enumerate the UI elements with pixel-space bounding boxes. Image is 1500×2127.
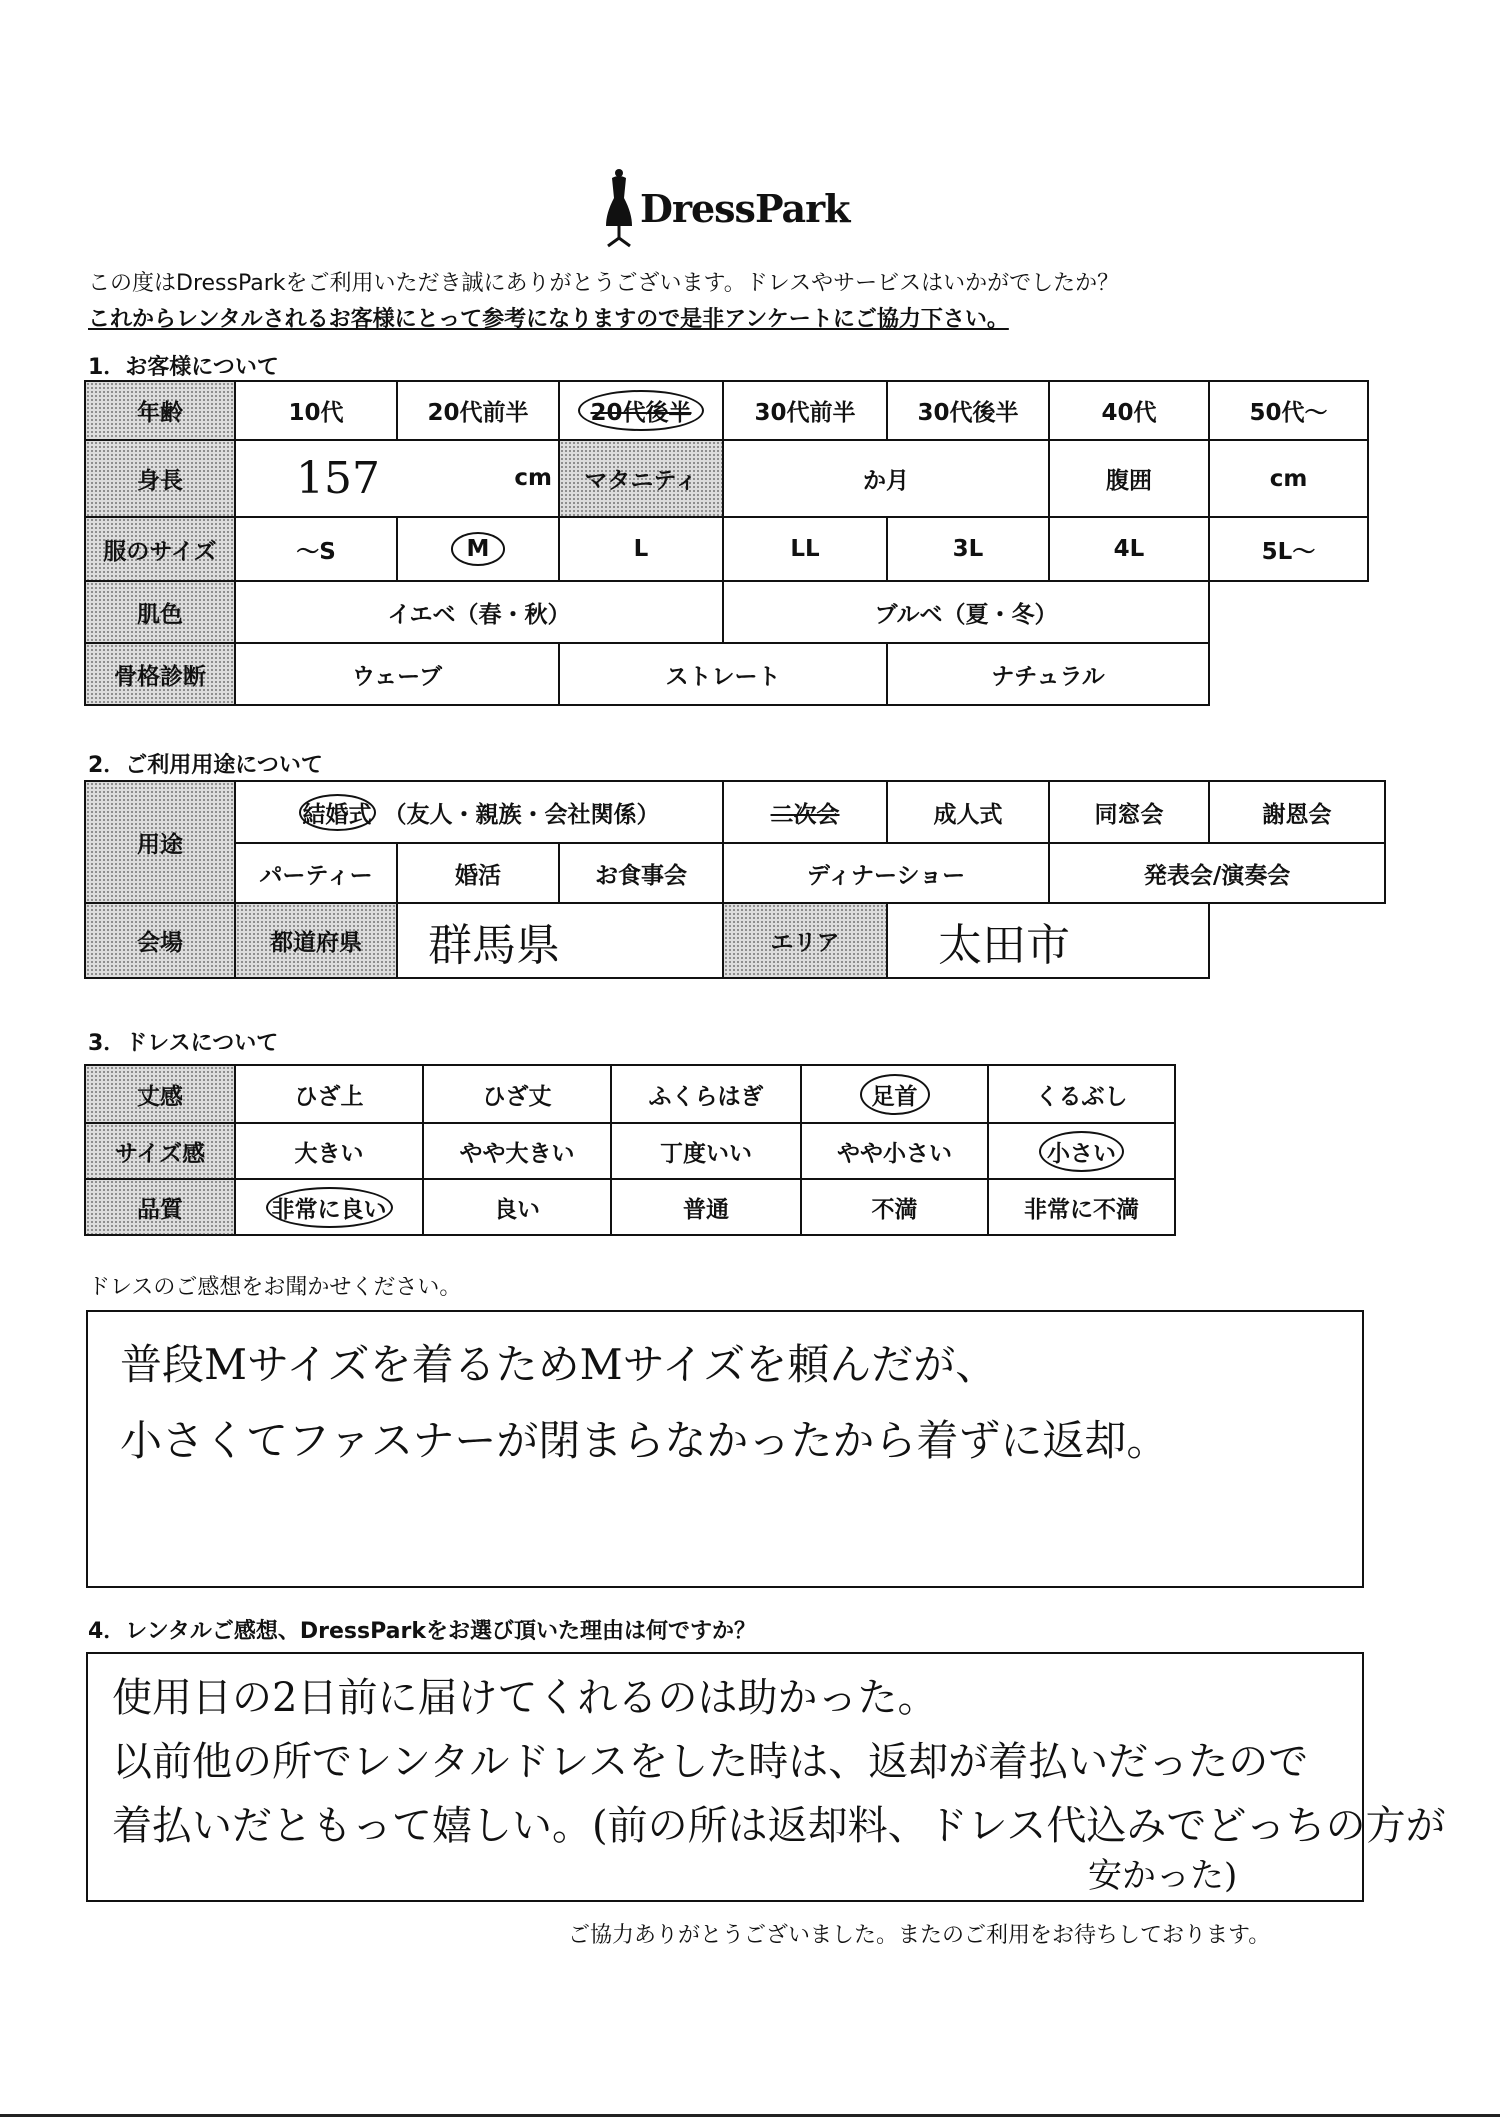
section4-title: 4．レンタルご感想、DressParkをお選び頂いた理由は何ですか？	[88, 1619, 756, 1644]
length-option-above-knee[interactable]: ひざ上	[235, 1065, 423, 1123]
quality-option-very-unsatisfied[interactable]: 非常に不満	[988, 1179, 1175, 1235]
age-option-early-20s[interactable]: 20代前半	[397, 381, 559, 440]
quality-option-very-good[interactable]	[235, 1179, 423, 1235]
prefecture-field[interactable]	[397, 903, 723, 978]
age-option-late-30s[interactable]: 30代後半	[887, 381, 1049, 440]
rental-comment-line-3: 着払いだともって嬉しい。(前の所は返却料、ドレス代込みでどっちの方が	[112, 1803, 1446, 1849]
area-field[interactable]	[887, 903, 1209, 978]
length-option-knee[interactable]: ひざ丈	[423, 1065, 611, 1123]
section1-title: 1．お客様について	[88, 355, 279, 380]
usage-table	[84, 780, 1386, 979]
usage-wedding[interactable]	[235, 781, 723, 843]
age-option-50s-plus[interactable]: 50代〜	[1209, 381, 1368, 440]
usage-thanks-party[interactable]: 謝恩会	[1209, 781, 1385, 843]
frame-label: 骨格診断	[85, 643, 235, 705]
dress-comment-label: ドレスのご感想をお聞かせください。	[88, 1275, 462, 1300]
quality-option-average[interactable]: 普通	[611, 1179, 801, 1235]
survey-request-text: これからレンタルされるお客様にとって参考になりますので是非アンケートにご協力下さい。	[88, 307, 1009, 332]
size-option-3l[interactable]: 3L	[887, 517, 1049, 581]
usage-konkatsu[interactable]: 婚活	[397, 843, 559, 903]
length-option-anklebone[interactable]: くるぶし	[988, 1065, 1175, 1123]
age-option-10s[interactable]: 10代	[235, 381, 397, 440]
dress-comment-line-1: 普段Mサイズを着るためMサイズを頼んだが、	[120, 1340, 998, 1389]
section2-title: 2．ご利用用途について	[88, 753, 323, 778]
height-label: 身長	[85, 440, 235, 517]
customer-info-table	[84, 380, 1369, 706]
fit-option-slightly-small[interactable]: やや小さい	[801, 1123, 988, 1179]
height-field[interactable]	[235, 440, 559, 517]
waist-unit[interactable]: cm	[1209, 440, 1368, 517]
quality-option-unsatisfied[interactable]: 不満	[801, 1179, 988, 1235]
size-option-s[interactable]: 〜S	[235, 517, 397, 581]
skin-option-yellow-base[interactable]: イエベ（春・秋）	[235, 581, 723, 643]
fit-label: サイズ感	[85, 1123, 235, 1179]
maternity-months-field[interactable]: か月	[723, 440, 1049, 517]
length-option-calf[interactable]: ふくらはぎ	[611, 1065, 801, 1123]
skin-label: 肌色	[85, 581, 235, 643]
usage-wedding-label: 結婚式	[299, 794, 376, 831]
fit-option-large[interactable]: 大きい	[235, 1123, 423, 1179]
quality-selected-mark: 非常に良い	[266, 1187, 393, 1228]
dress-table	[84, 1064, 1176, 1236]
fit-option-slightly-large[interactable]: やや大きい	[423, 1123, 611, 1179]
prefecture-label: 都道府県	[235, 903, 397, 978]
dress-mannequin-icon	[602, 168, 636, 248]
venue-label: 会場	[85, 903, 235, 978]
age-label: 年齢	[85, 381, 235, 440]
quality-label: 品質	[85, 1179, 235, 1235]
skin-row-empty	[1209, 581, 1368, 643]
prefecture-value: 群馬県	[428, 919, 560, 971]
usage-afterparty-label: 二次会	[770, 801, 840, 828]
brand-logo-text: DressPark	[640, 186, 850, 231]
fit-selected-mark: 小さい	[1039, 1131, 1124, 1172]
height-value: 157	[296, 453, 380, 504]
fit-option-small[interactable]	[988, 1123, 1175, 1179]
scan-edge-line	[0, 2114, 1500, 2117]
frame-option-wave[interactable]: ウェーブ	[235, 643, 559, 705]
intro-text: この度はDressParkをご利用いただき誠にありがとうございます。ドレスやサービスはいかがでしたか？	[88, 271, 1120, 296]
usage-afterparty[interactable]	[723, 781, 887, 843]
rental-comment-box[interactable]	[86, 1652, 1446, 1902]
waist-label: 腹囲	[1049, 440, 1209, 517]
size-option-l[interactable]: L	[559, 517, 723, 581]
dress-comment-box[interactable]	[86, 1310, 1364, 1588]
size-option-ll[interactable]: LL	[723, 517, 887, 581]
usage-dinner-show[interactable]: ディナーショー	[723, 843, 1049, 903]
quality-option-good[interactable]: 良い	[423, 1179, 611, 1235]
age-option-late-20s[interactable]	[559, 381, 723, 440]
length-selected-mark: 足首	[860, 1074, 930, 1115]
fit-option-just-right[interactable]: 丁度いい	[611, 1123, 801, 1179]
area-value: 太田市	[938, 919, 1071, 971]
dress-comment-line-2: 小さくてファスナーが閉まらなかったから着ずに返却。	[120, 1416, 1169, 1465]
footer-thanks: ご協力ありがとうございました。またのご利用をお待ちしております。	[568, 1923, 1271, 1948]
length-option-ankle[interactable]	[801, 1065, 988, 1123]
rental-comment-line-4: 安かった)	[1088, 1856, 1238, 1896]
usage-recital[interactable]: 発表会/演奏会	[1049, 843, 1385, 903]
usage-party[interactable]: パーティー	[235, 843, 397, 903]
maternity-label: マタニティ	[559, 440, 723, 517]
usage-wedding-detail: （友人・親族・会社関係）	[383, 801, 660, 828]
usage-label: 用途	[85, 781, 235, 903]
area-row-empty	[1209, 903, 1385, 978]
size-label: 服のサイズ	[85, 517, 235, 581]
area-label: エリア	[723, 903, 887, 978]
rental-comment-line-2: 以前他の所でレンタルドレスをした時は、返却が着払いだったので	[112, 1739, 1309, 1785]
age-option-early-30s[interactable]: 30代前半	[723, 381, 887, 440]
size-selected-mark: M	[451, 532, 506, 566]
usage-reunion[interactable]: 同窓会	[1049, 781, 1209, 843]
size-option-5l-plus[interactable]: 5L〜	[1209, 517, 1368, 581]
frame-option-straight[interactable]: ストレート	[559, 643, 887, 705]
length-label: 丈感	[85, 1065, 235, 1123]
frame-row-empty	[1209, 643, 1368, 705]
section3-title: 3．ドレスについて	[88, 1031, 279, 1056]
usage-coming-of-age[interactable]: 成人式	[887, 781, 1049, 843]
size-option-4l[interactable]: 4L	[1049, 517, 1209, 581]
frame-option-natural[interactable]: ナチュラル	[887, 643, 1209, 705]
skin-option-blue-base[interactable]: ブルベ（夏・冬）	[723, 581, 1209, 643]
age-selected-mark: 20代後半	[578, 390, 703, 431]
size-option-m[interactable]	[397, 517, 559, 581]
rental-comment-line-1: 使用日の2日前に届けてくれるのは助かった。	[112, 1675, 938, 1721]
age-option-40s[interactable]: 40代	[1049, 381, 1209, 440]
height-unit: cm	[514, 465, 552, 491]
usage-dinner[interactable]: お食事会	[559, 843, 723, 903]
